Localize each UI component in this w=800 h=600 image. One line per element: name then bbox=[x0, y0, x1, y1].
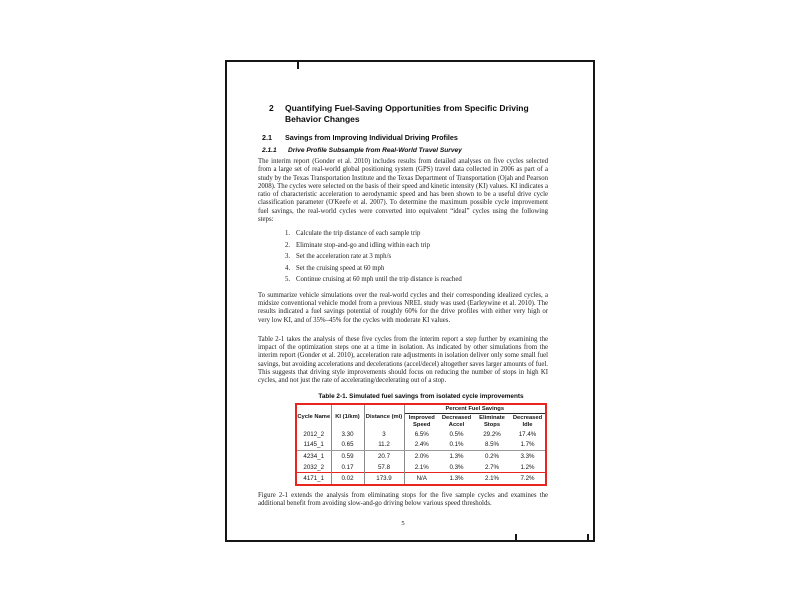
table-cell: 0.1% bbox=[439, 440, 474, 451]
table-cell: 8.5% bbox=[474, 440, 510, 451]
chapter-heading bbox=[269, 103, 548, 124]
paragraph-simulation-summary: To summarize vehicle simulations over the real-world cycles and their corresponding idealized cycles, a midsize conventional vehicle model from a previous NREL study was used (Earleywine et al. 2010). The results indicated a fuel savings potential of roughly 60% for the drive profiles with either very high or very low KI, and of 35%–45% for the cycles with moderate KI values. bbox=[258, 291, 548, 324]
list-item-number: 3. bbox=[285, 253, 291, 261]
table-cell: 1145_1 bbox=[297, 440, 331, 451]
table-cell: 6.5% bbox=[414, 430, 429, 438]
table-cell: 3.30 bbox=[331, 429, 364, 440]
col-header-ki: KI (1/km) bbox=[331, 405, 364, 430]
subcol-header-decreased-accel: Decreased Accel bbox=[441, 415, 472, 428]
table-cell: 3 bbox=[364, 429, 404, 440]
section-heading bbox=[262, 133, 548, 142]
table-cell: 3.3% bbox=[520, 453, 535, 461]
table-cell: 0.02 bbox=[331, 473, 364, 484]
page-content bbox=[258, 103, 548, 527]
report-page bbox=[225, 60, 595, 542]
subcol-header-improved-speed: Improved Speed bbox=[408, 415, 435, 428]
paragraph-figure-reference: Figure 2-1 extends the analysis from eliminating stops for the five sample cycles and examines the additional benefit from avoiding slow-and-go driving below various speed thresholds. bbox=[258, 492, 548, 508]
paragraph-table-discussion: Table 2-1 takes the analysis of these five cycles from the interim report a step further by examining the impact of the optimization steps one at a time in isolation. As indicated by other simulations from the interim report (Gonder et al. 2010), acceleration rate adjustments in isolation deliver only some small fuel savings, but avoiding accelerations and decelerations (accel/decel) altogether saves larger amounts of fuel. This suggests that driving style improvements should focus on reducing the number of stops in high KI cycles, and not just the rate of accelerating/decelerating out of a stop. bbox=[258, 335, 548, 385]
table-cell: 2.4% bbox=[404, 440, 439, 451]
table-cell: 2032_2 bbox=[297, 462, 331, 473]
table-cell: 2.1% bbox=[414, 463, 429, 471]
table-cell: 2.0% bbox=[414, 453, 429, 461]
table-cell: 1.3% bbox=[439, 473, 474, 484]
table-cell: 173.9 bbox=[364, 473, 404, 484]
list-item-text: Set the cruising speed at 60 mph bbox=[296, 264, 385, 272]
paragraph-intro: The interim report (Gonder et al. 2010) includes results from detailed analyses on five cycles selected from a large set of real-world global positioning system (GPS) travel data collected in 2006 as part of a study by the Texas Transportation Institute and the Texas Department of Transportation (Ojah and Pearson 2008). The cycles were selected on the basis of their speed and kinetic intensity (KI) values. KI indicates a ratio of characteristic acceleration to aerodynamic speed and has been shown to be a useful drive cycle classification parameter (O'Keefe et al. 2007). To determine the maximum possible cycle improvement fuel savings, the real-world cycles were converted into equivalent “ideal” cycles using the following steps: bbox=[258, 158, 548, 224]
crop-mark-bottom-right bbox=[587, 534, 589, 540]
table-cell: 1.2% bbox=[520, 463, 535, 471]
table-cell: 7.2% bbox=[510, 473, 545, 484]
table-cell: 4171_1 bbox=[297, 473, 331, 484]
subsection-number: 2.1.1 bbox=[262, 147, 277, 154]
crop-mark-bottom-left bbox=[515, 534, 517, 540]
table-cell: 2012_2 bbox=[297, 429, 331, 440]
table-cell: 1.3% bbox=[449, 453, 464, 461]
table-cell: 0.2% bbox=[484, 453, 500, 461]
list-item bbox=[285, 276, 548, 284]
table-row-highlighted bbox=[297, 473, 545, 484]
col-group-header-percent-fuel-savings: Percent Fuel Savings bbox=[404, 405, 545, 414]
list-item-number: 4. bbox=[285, 264, 291, 272]
subsection-heading bbox=[262, 147, 548, 155]
page-number: 5 bbox=[401, 519, 405, 527]
subcol-header-eliminate-stops: Eliminate Stops bbox=[479, 415, 505, 428]
fuel-savings-table bbox=[297, 405, 545, 484]
list-item-text: Eliminate stop-and-go and idling within each trip bbox=[296, 241, 431, 249]
table-cell: 2.7% bbox=[484, 463, 500, 471]
table-cell: 0.17 bbox=[331, 462, 364, 473]
table-cell: 11.2 bbox=[364, 440, 404, 451]
list-item-number: 5. bbox=[285, 276, 291, 284]
table-cell: 0.59 bbox=[331, 451, 364, 462]
list-item bbox=[285, 230, 548, 238]
ideal-cycle-steps-list bbox=[258, 230, 548, 284]
table-cell: 29.2% bbox=[483, 430, 501, 438]
table-row bbox=[297, 429, 545, 440]
table-cell: 57.8 bbox=[364, 462, 404, 473]
list-item bbox=[285, 265, 548, 273]
section-number: 2.1 bbox=[262, 133, 272, 142]
list-item bbox=[285, 253, 548, 261]
table-cell: 20.7 bbox=[364, 451, 404, 462]
table-row bbox=[297, 462, 545, 473]
subsection-title: Drive Profile Subsample from Real-World Travel Survey bbox=[288, 147, 462, 154]
subcol-header-decreased-idle: Decreased Idle bbox=[512, 415, 543, 428]
col-header-cycle-name: Cycle Name bbox=[297, 405, 331, 430]
list-item-text: Continue cruising at 60 mph until the trip distance is reached bbox=[296, 276, 462, 284]
list-item-text: Set the acceleration rate at 3 mph/s bbox=[296, 253, 392, 261]
chapter-number: 2 bbox=[269, 103, 274, 113]
col-header-distance: Distance (mi) bbox=[364, 405, 404, 430]
list-item-text: Calculate the trip distance of each sample trip bbox=[296, 230, 421, 238]
table-highlight-box bbox=[295, 403, 547, 486]
section-title: Savings from Improving Individual Driving Profiles bbox=[285, 133, 458, 142]
table-cell: 1.7% bbox=[510, 440, 545, 451]
table-caption: Table 2-1. Simulated fuel savings from isolated cycle improvements bbox=[318, 392, 524, 400]
list-item bbox=[285, 242, 548, 250]
chapter-title: Quantifying Fuel-Saving Opportunities from Specific Driving Behavior Changes bbox=[285, 103, 529, 124]
table-cell: 4234_1 bbox=[297, 451, 331, 462]
table-cell: 17.4% bbox=[518, 430, 537, 438]
crop-mark-top bbox=[297, 62, 299, 69]
table-row bbox=[297, 451, 545, 462]
table-cell: 2.1% bbox=[474, 473, 510, 484]
table-cell: 0.65 bbox=[331, 440, 364, 451]
table-cell: N/A bbox=[404, 473, 439, 484]
table-row bbox=[297, 440, 545, 451]
table-cell: 0.5% bbox=[449, 430, 464, 438]
table-cell: 0.3% bbox=[449, 463, 464, 471]
list-item-number: 1. bbox=[285, 230, 291, 238]
list-item-number: 2. bbox=[285, 241, 291, 249]
